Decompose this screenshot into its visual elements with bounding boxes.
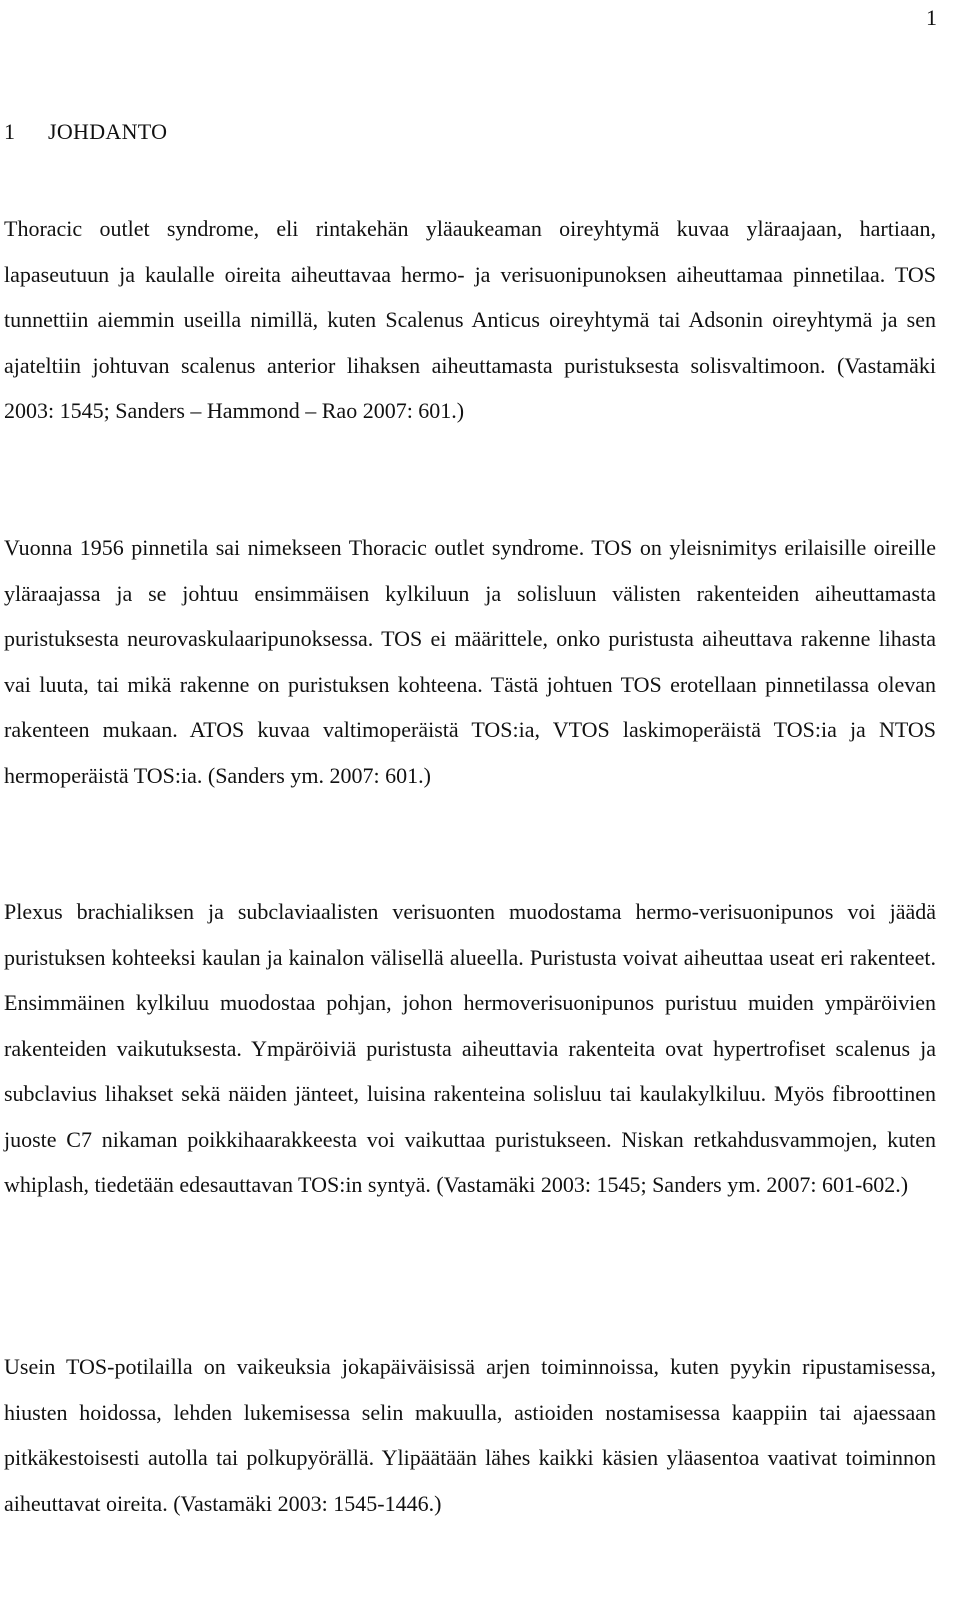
chapter-heading [4, 118, 167, 146]
chapter-title: JOHDANTO [48, 119, 168, 144]
chapter-number: 1 [4, 119, 16, 144]
paragraph-3: Plexus brachialiksen ja subclaviaalisten verisuonten muodostama hermo-verisuonipunos voi jäädä puristuksen kohteeksi kaulan ja kainalon välisellä alueella. Puristusta voivat aiheuttaa useat eri rakenteet. Ensimmäinen kylkiluu muodostaa pohjan, johon hermoverisuonipunos puristuu muiden ympäröivien rakenteiden vaikutuksesta. Ympäröiviä puristusta aiheuttavia rakenteita ovat hypertrofiset scalenus ja subclavius lihakset sekä näiden jänteet, luisina rakenteina solisluu tai kaulakylkiluu. Myös fibroottinen juoste C7 nikaman poikkihaarakkeesta voi vaikuttaa puristukseen. Niskan retkahdusvammojen, kuten whiplash, tiedetään edesauttavan TOS:in syntyä. (Vastamäki 2003: 1545; Sanders ym. 2007: 601-602.) [4, 899, 936, 1197]
page-number: 1 [926, 5, 937, 30]
paragraph-4: Usein TOS-potilailla on vaikeuksia jokapäiväisissä arjen toiminnoissa, kuten pyykin ripustamisessa, hiusten hoidossa, lehden lukemisessa selin makuulla, astioiden nostamisessa kaappiin tai ajaessaan pitkäkestoisesti autolla tai polkupyörällä. Ylipäätään lähes kaikki käsien yläasentoa vaativat toiminnon aiheuttavat oireita. (Vastamäki 2003: 1545-1446.) [4, 1354, 936, 1516]
paragraph-2: Vuonna 1956 pinnetila sai nimekseen Thoracic outlet syndrome. TOS on yleisnimitys erilaisille oireille yläraajassa ja se johtuu ensimmäisen kylkiluun ja solisluun välisten rakenteiden aiheuttamasta puristuksesta neurovaskulaaripunoksessa. TOS ei määrittele, onko puristusta aiheuttava rakenne lihasta vai luuta, tai mikä rakenne on puristuksen kohteena. Tästä johtuen TOS erotellaan pinnetilassa olevan rakenteen mukaan. ATOS kuvaa valtimoperäistä TOS:ia, VTOS laskimoperäistä TOS:ia ja NTOS hermoperäistä TOS:ia. (Sanders ym. 2007: 601.) [4, 535, 936, 788]
paragraph-1: Thoracic outlet syndrome, eli rintakehän yläaukeaman oireyhtymä kuvaa yläraajaan, hartiaan, lapaseutuun ja kaulalle oireita aiheuttavaa hermo- ja verisuonipunoksen aiheuttamaa pinnetilaa. TOS tunnettiin aiemmin useilla nimillä, kuten Scalenus Anticus oireyhtymä tai Adsonin oireyhtymä ja sen ajateltiin johtuvan scalenus anterior lihaksen aiheuttamasta puristuksesta solisvaltimoon. (Vastamäki 2003: 1545; Sanders – Hammond – Rao 2007: 601.) [4, 216, 936, 423]
